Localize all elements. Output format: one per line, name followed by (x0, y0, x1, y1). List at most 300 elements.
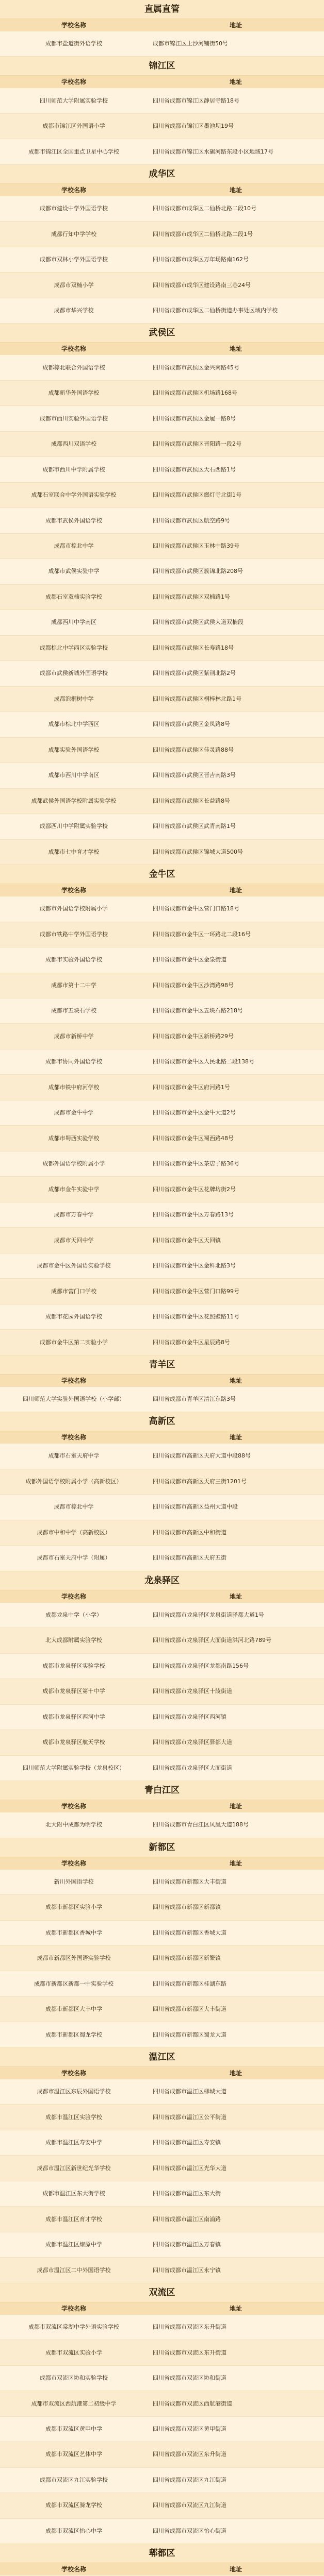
district-section (0, 1838, 324, 2048)
table-row (0, 1870, 324, 1895)
school-address-cell: 四川省成都市金牛区府河路1号 (153, 1083, 230, 1091)
school-address-cell: 四川省成都市龙泉驿区龙泉街道驿都大道1号 (153, 1611, 264, 1618)
table-row (0, 2105, 324, 2130)
table-row (0, 712, 324, 737)
table-row (0, 1654, 324, 1679)
school-name-cell: 成都市双林小学外国语学校 (40, 256, 108, 263)
table-row (0, 2519, 324, 2544)
table-row (0, 922, 324, 947)
school-name-cell: 成都市铁中府河学校 (48, 1083, 100, 1091)
school-address-cell: 四川省成都市金牛区金牛大道2号 (153, 1109, 236, 1116)
table-row (0, 2468, 324, 2493)
header-school-name: 学校名称 (61, 2304, 86, 2312)
header-school-name: 学校名称 (61, 1859, 86, 1867)
school-name-cell: 成都市西川中学南区 (48, 772, 100, 779)
table-row (0, 1100, 324, 1126)
school-address-cell: 四川省成都市双流区西航港街道 (153, 2400, 232, 2407)
school-address-cell: 四川省成都市武侯区金兴南路45号 (153, 364, 239, 371)
school-name-cell: 成都市双流区怡心中学 (45, 2527, 102, 2534)
table-row (0, 1253, 324, 1279)
district-title: 武侯区 (0, 324, 324, 343)
table-row (0, 1628, 324, 1653)
school-address-cell: 四川省成都市武侯区长益路8号 (153, 797, 230, 804)
header-address: 地址 (229, 186, 242, 194)
header-address: 地址 (229, 2069, 242, 2077)
district-section (0, 57, 324, 164)
table-row (0, 896, 324, 922)
school-address-cell: 四川省成都市温江区寿安镇 (153, 2139, 221, 2146)
school-address-cell: 四川省成都市武侯区双楠路1号 (153, 593, 230, 600)
school-address-cell: 四川省成都市武侯区桐梓林北路1号 (153, 695, 241, 702)
school-address-cell: 四川省成都市武侯区佳灵路88号 (153, 746, 234, 753)
table-row (0, 508, 324, 533)
district-section (0, 2283, 324, 2544)
school-address-cell: 四川省成都市双流区黄甲街道 (153, 2425, 226, 2432)
school-address-cell: 四川省成都市双流区怡心街道 (153, 2527, 226, 2534)
header-school-name: 学校名称 (61, 78, 86, 86)
school-address-cell: 四川省成都市高新区天府五街 (153, 1554, 226, 1562)
school-address-cell: 四川省成都市新都区桂湖东路 (153, 1980, 226, 1987)
table-row (0, 2493, 324, 2518)
school-name-cell: 成都市石室天府中学 (48, 1452, 100, 1460)
school-address-cell: 四川省成都市温江区永宁镇 (153, 2266, 221, 2274)
table-row (0, 789, 324, 814)
school-name-cell: 成都市新都区实验小学 (45, 1904, 102, 1911)
header-school-name: 学校名称 (61, 1803, 86, 1810)
table-row (0, 840, 324, 865)
school-name-cell: 成都新华外国语学校 (48, 389, 100, 397)
table-header (0, 1431, 324, 1444)
table-row (0, 114, 324, 139)
school-name-cell: 成都市石室天府中学（附属） (37, 1554, 111, 1562)
table-row (0, 1520, 324, 1546)
school-address-cell: 四川省成都市武侯区航空路9号 (153, 517, 230, 524)
header-school-name: 学校名称 (61, 1592, 86, 1600)
table-row (0, 247, 324, 273)
school-name-cell: 成都市新都区蜀龙学校 (45, 2031, 102, 2038)
school-address-cell: 四川省成都市青白江区凤凰大道188号 (153, 1821, 249, 1828)
table-row (0, 1546, 324, 1571)
school-name-cell: 成都市金牛区外国语实验学校 (37, 1262, 111, 1269)
school-name-cell: 成都市营门口学校 (51, 1287, 96, 1295)
school-address-cell: 四川省成都市龙泉驿区十陵街道 (153, 1688, 232, 1695)
school-address-cell: 四川省成都市武侯区大石西路1号 (153, 466, 236, 473)
school-address-cell: 四川省成都市温江区公平街道 (153, 2113, 226, 2121)
table-header (0, 1375, 324, 1387)
district-section (0, 0, 324, 57)
school-address-cell: 四川省成都市金牛区营门口路99号 (153, 1287, 239, 1295)
district-section (0, 1355, 324, 1412)
school-name-cell: 成都市建设中学外国语学校 (40, 205, 108, 212)
table-row (0, 2417, 324, 2442)
school-name-cell: 成都市实验外国语学校 (45, 956, 102, 963)
school-name-cell: 成都市蜀西实验学校 (48, 1134, 100, 1142)
school-name-cell: 成都西川中学附属实验学校 (40, 823, 108, 830)
school-name-cell: 成都市棕北中学西区 (48, 721, 100, 728)
table-header (0, 884, 324, 896)
school-name-cell: 成都市武侯新城外国语学校 (40, 670, 108, 677)
table-row (0, 1971, 324, 1996)
school-address-cell: 四川省成都市温江区东大街 (153, 2190, 221, 2197)
table-row (0, 1921, 324, 1946)
table-row (0, 1202, 324, 1228)
school-address-cell: 四川省成都市武侯区武侯大道双楠段 (153, 619, 244, 626)
school-name-cell: 成都市金牛中学 (54, 1109, 94, 1116)
table-row (0, 1895, 324, 1920)
school-address-cell: 四川省成都市金牛区茶店子路36号 (153, 1160, 239, 1167)
table-row (0, 2130, 324, 2156)
school-address-cell: 四川省成都市新都区香城大道 (153, 1929, 226, 1936)
header-school-name: 学校名称 (61, 22, 86, 29)
district-title: 郫都区 (0, 2544, 324, 2563)
school-name-cell: 成都市温江区育才学校 (45, 2215, 102, 2223)
table-row (0, 139, 324, 164)
school-address-cell: 四川省成都市武侯区晋吉南路3号 (153, 772, 236, 779)
table-row (0, 738, 324, 763)
school-address-cell: 四川省成都市武侯区紫荆北路2号 (153, 670, 236, 677)
school-address-cell: 四川省成都市新都区新繁镇 (153, 1955, 221, 1962)
district-section (0, 865, 324, 1355)
school-name-cell: 成都棕北联合外国语学校 (42, 364, 105, 371)
table-row (0, 1024, 324, 1049)
school-name-cell: 成都市温江区东大街学校 (42, 2190, 105, 2197)
school-address-cell: 四川省成都市金牛区花牌坊街2号 (153, 1185, 236, 1193)
table-row (0, 1756, 324, 1781)
header-address: 地址 (229, 78, 242, 86)
table-row (0, 483, 324, 508)
school-name-cell: 成都市金牛实验中学 (48, 1185, 100, 1193)
table-row (0, 636, 324, 661)
school-address-cell: 四川省成都市金牛区星辰路8号 (153, 1338, 230, 1346)
table-row (0, 2181, 324, 2207)
table-header (0, 76, 324, 88)
district-title: 高新区 (0, 1412, 324, 1431)
header-address: 地址 (229, 22, 242, 29)
table-row (0, 1177, 324, 1202)
school-name-cell: 成都市双流区棠湖中学外语实验学校 (28, 2324, 119, 2331)
table-header (0, 2563, 324, 2575)
table-row (0, 1495, 324, 1520)
table-header (0, 2067, 324, 2079)
school-address-cell: 四川省成都市武侯区金凤路8号 (153, 721, 230, 728)
table-header (0, 343, 324, 355)
table-row (0, 973, 324, 998)
school-name-cell: 成都市天回中学 (54, 1236, 94, 1244)
header-school-name: 学校名称 (61, 1434, 86, 1442)
school-name-cell: 成都市温江区实验学校 (45, 2113, 102, 2121)
table-row (0, 1387, 324, 1412)
school-address-cell: 四川省成都市双流区东升街道 (153, 2349, 226, 2356)
district-section (0, 324, 324, 865)
district-title: 温江区 (0, 2048, 324, 2067)
school-name-cell: 成都市双流区协和实验学校 (40, 2375, 108, 2382)
table-row (0, 1126, 324, 1151)
school-name-cell: 北大成都附属实验学校 (45, 1637, 102, 1644)
school-address-cell: 四川省成都市金牛区金泉街道 (153, 956, 226, 963)
table-row (0, 2232, 324, 2258)
table-row (0, 1603, 324, 1628)
school-name-cell: 成都市温江区东辰外国语学校 (37, 2088, 111, 2095)
table-row (0, 2258, 324, 2283)
header-address: 地址 (229, 2566, 242, 2573)
school-name-cell: 成都市龙泉驿区实验学校 (42, 1662, 105, 1669)
district-title: 新都区 (0, 1838, 324, 1857)
table-row (0, 1330, 324, 1355)
table-header (0, 2302, 324, 2315)
school-name-cell: 成都市温江区新世纪光华学校 (37, 2164, 111, 2172)
school-name-cell: 成都市新都区香城中学 (45, 1929, 102, 1936)
school-address-cell: 四川省成都市金牛区新桥路29号 (153, 1032, 234, 1040)
header-address: 地址 (229, 2304, 242, 2312)
table-row (0, 2340, 324, 2365)
district-title: 成华区 (0, 165, 324, 184)
table-row (0, 2366, 324, 2391)
header-address: 地址 (229, 1859, 242, 1867)
district-section (0, 2048, 324, 2283)
table-row (0, 2079, 324, 2105)
table-row (0, 1679, 324, 1704)
school-address-cell: 四川省成都市成华区万年场路南162号 (153, 256, 249, 263)
school-name-cell: 成都市双流区骑龙学校 (45, 2502, 102, 2509)
school-address-cell: 四川省成都市新都区蜀龙大道 (153, 2031, 226, 2038)
table-body (0, 88, 324, 164)
school-name-cell: 成都西川中学南区 (51, 619, 96, 626)
header-school-name: 学校名称 (61, 186, 86, 194)
table-row (0, 2315, 324, 2340)
school-address-cell: 四川省成都市龙泉驿区龙都南路156号 (153, 1662, 249, 1669)
school-address-cell: 四川省成都市金牛区万春路13号 (153, 1211, 234, 1218)
school-name-cell: 成都市龙泉驿区西河中学 (42, 1713, 105, 1720)
table-row (0, 298, 324, 324)
school-address-cell: 四川省成都市龙泉驿区大面街道 (153, 1764, 232, 1771)
school-name-cell: 成都市武侯实验中学 (48, 568, 100, 575)
school-address-cell: 四川省成都市金牛区五块石路218号 (153, 1007, 243, 1014)
school-name-cell: 成都市西川中学附属学校 (42, 466, 105, 473)
header-school-name: 学校名称 (61, 1377, 86, 1384)
district-section (0, 1781, 324, 1838)
school-name-cell: 成都市棕北中学 (54, 1503, 94, 1511)
school-address-cell: 四川省成都市新都区大丰街道 (153, 1878, 226, 1885)
school-name-cell: 成都市新桥中学 (54, 1032, 94, 1040)
table-row (0, 1279, 324, 1304)
school-address-cell: 四川省成都市温江区万春镇 (153, 2241, 221, 2248)
school-address-cell: 四川省成都市武侯区簇锦北路208号 (153, 568, 243, 575)
school-address-cell: 四川省成都市金牛区人民北路二段138号 (153, 1058, 254, 1065)
school-address-cell: 四川省成都市双流区东升街道 (153, 2324, 226, 2331)
school-address-cell: 四川省成都市金牛区花照壁路11号 (153, 1313, 239, 1320)
school-address-cell: 四川省成都市金牛区营门口路18号 (153, 905, 239, 912)
school-name-cell: 四川师范大学实验外国语学校（小学部） (23, 1396, 125, 1402)
school-name-cell: 成都市温江区寿安中学 (45, 2139, 102, 2146)
header-address: 地址 (229, 1377, 242, 1384)
school-address-cell: 四川省成都市武侯区玉林中路39号 (153, 542, 239, 549)
school-name-cell: 成都市华兴学校 (54, 307, 94, 314)
header-address: 地址 (229, 345, 242, 353)
school-address-cell: 四川省成都市温江区光华大道 (153, 2164, 226, 2172)
table-row (0, 585, 324, 610)
table-body (0, 1444, 324, 1571)
school-address-cell: 四川省成都市金牛区一环路北二段16号 (153, 930, 251, 938)
school-name-cell: 四川师范大学附属实验学校（龙泉校区） (23, 1764, 125, 1771)
school-address-cell: 四川省成都市温江区南浦路 (153, 2215, 221, 2223)
district-section (0, 1412, 324, 1571)
table-row (0, 457, 324, 482)
table-row (0, 814, 324, 839)
school-address-cell: 四川省成都市金牛区天回镇 (153, 1236, 221, 1244)
school-address-cell: 四川省成都市高新区益州大道中段 (153, 1503, 238, 1511)
header-address: 地址 (229, 1434, 242, 1442)
header-school-name: 学校名称 (61, 887, 86, 894)
table-row (0, 534, 324, 559)
district-title: 青白江区 (0, 1781, 324, 1800)
table-body (0, 355, 324, 865)
table-row (0, 2391, 324, 2416)
table-row (0, 2207, 324, 2232)
table-row (0, 559, 324, 584)
table-body (0, 31, 324, 57)
table-body (0, 1870, 324, 2048)
school-name-cell: 成都市新都区大丰中学 (45, 2006, 102, 2013)
school-address-cell: 四川省成都市双流区协和街道 (153, 2375, 226, 2382)
school-address-cell: 四川省成都市双流区九江街道 (153, 2502, 226, 2509)
table-row (0, 1812, 324, 1838)
table-row (0, 1075, 324, 1100)
school-address-cell: 四川省成都市成华区二仙桥北路二段10号 (153, 205, 256, 212)
header-address: 地址 (229, 887, 242, 894)
school-address-cell: 四川省成都市武侯区燃灯寺北街1号 (153, 492, 241, 499)
school-name-cell: 成都市七中育才学校 (48, 848, 100, 855)
school-address-cell: 四川省成都市武侯区晋阳路一段2号 (153, 440, 241, 448)
school-name-cell: 成都市温江区二中外国语学校 (37, 2266, 111, 2274)
school-name-cell: 成都市双流区九江实验学校 (40, 2476, 108, 2483)
table-row (0, 2022, 324, 2047)
school-name-cell: 成都外国语学校附属小学（高新校区） (25, 1478, 122, 1485)
school-name-cell: 成都市万春中学 (54, 1211, 94, 1218)
table-row (0, 355, 324, 380)
school-name-cell: 成都市外国语学校附属小学 (40, 905, 108, 912)
school-name-cell: 成都市五块石学校 (51, 1007, 96, 1014)
table-row (0, 88, 324, 113)
school-address-cell: 四川省成都市成华区建设路南三巷24号 (153, 281, 251, 289)
table-row (0, 1049, 324, 1075)
table-row (0, 1444, 324, 1469)
header-address: 地址 (229, 1803, 242, 1810)
school-name-cell: 成都行知中学学校 (51, 230, 96, 238)
district-section (0, 1571, 324, 1781)
district-title: 金牛区 (0, 865, 324, 884)
table-row (0, 406, 324, 431)
table-row (0, 1304, 324, 1330)
table-row (0, 273, 324, 298)
school-address-cell: 四川省成都市武侯区武青南路1号 (153, 823, 236, 830)
table-row (0, 947, 324, 973)
school-name-cell: 成都市中和中学（高新校区） (37, 1529, 111, 1536)
school-address-cell: 四川省成都市成华区二仙桥北路二段1号 (153, 230, 253, 238)
school-address-cell: 四川省成都市温江区柳城大道 (153, 2088, 226, 2095)
school-name-cell: 成都市双流区西航港第二初级中学 (31, 2400, 117, 2407)
table-body (0, 2079, 324, 2283)
table-row (0, 1730, 324, 1755)
school-address-cell: 四川省成都市金牛区沙湾路98号 (153, 981, 234, 989)
school-name-cell: 成都西川双语学校 (51, 440, 96, 448)
district-title: 锦江区 (0, 57, 324, 76)
school-name-cell: 成都市双流区实验小学 (45, 2349, 102, 2356)
table-row (0, 661, 324, 686)
school-name-cell: 成都市西川实验外国语学校 (40, 415, 108, 422)
school-name-cell: 成都棕北中学西区实验学校 (40, 644, 108, 651)
school-name-cell: 成都市第十二中学 (51, 981, 96, 989)
table-header (0, 19, 324, 31)
table-body (0, 896, 324, 1355)
table-body (0, 2315, 324, 2544)
district-section (0, 165, 324, 324)
school-name-cell: 成都市双流区艺体中学 (45, 2451, 102, 2458)
school-address-cell: 四川省成都市龙泉驿区驿都大道 (153, 1739, 232, 1746)
table-header (0, 1857, 324, 1870)
table-header (0, 1800, 324, 1812)
school-address-cell: 四川省成都市锦江区静居寺路18号 (153, 97, 239, 104)
school-name-cell: 成都市协同外国语学校 (45, 1058, 102, 1065)
school-name-cell: 成都市锦江区外国语小学 (42, 123, 105, 130)
district-title: 直属直管 (0, 0, 324, 19)
school-name-cell: 成都实验外国语学校 (48, 746, 100, 753)
school-name-cell: 成都市武侯外国语学校 (45, 517, 102, 524)
school-address-cell: 四川省成都市新都区新都镇 (153, 1904, 221, 1911)
table-row (0, 222, 324, 247)
school-name-cell: 成都市双楠小学 (54, 281, 94, 289)
school-address-cell: 四川省成都市武侯区机场路168号 (153, 389, 237, 397)
school-name-cell: 成都市盐道街外语学校 (45, 40, 102, 47)
table-body (0, 1603, 324, 1781)
table-row (0, 1997, 324, 2022)
district-title: 龙泉驿区 (0, 1571, 324, 1590)
school-address-cell: 四川省成都市锦江区水碾河路东段小区地域17号 (153, 148, 273, 155)
table-row (0, 1469, 324, 1495)
school-address-cell: 四川省成都市新都区大丰街道 (153, 2006, 226, 2013)
school-name-cell: 北大附中成都为明学校 (45, 1821, 102, 1828)
school-address-cell: 四川省成都市高新区中和街道 (153, 1529, 226, 1536)
school-name-cell: 成都市龙泉驿区航天学校 (42, 1739, 105, 1746)
table-row (0, 610, 324, 635)
school-name-cell: 成都市锦江区全国重点卫星中心学校 (28, 148, 119, 155)
table-body (0, 196, 324, 324)
district-title: 青羊区 (0, 1355, 324, 1375)
school-name-cell: 成都市温江区燎原中学 (45, 2241, 102, 2248)
table-row (0, 2156, 324, 2181)
school-address-cell: 四川省成都市双流区九江街道 (153, 2476, 226, 2483)
table-row (0, 2442, 324, 2467)
table-row (0, 1151, 324, 1177)
school-name-cell: 成都龙泉中学（小学） (45, 1611, 102, 1618)
school-name-cell: 四川师范大学附属实验学校 (40, 97, 108, 104)
school-address-cell: 四川省成都市金牛区金科北路3号 (153, 1262, 236, 1269)
table-row (0, 687, 324, 712)
table-row (0, 1228, 324, 1253)
school-address-cell: 四川省成都市高新区天府大道中段88号 (153, 1452, 251, 1460)
school-address-cell: 四川省成都市金牛区蜀西路48号 (153, 1134, 234, 1142)
table-row (0, 196, 324, 222)
header-school-name: 学校名称 (61, 2566, 86, 2573)
school-address-cell: 四川省成都市青羊区清江东路3号 (153, 1396, 236, 1402)
table-row (0, 763, 324, 788)
school-name-cell: 成都市棕北中学 (54, 542, 94, 549)
school-name-cell: 成都市双流区黄甲中学 (45, 2425, 102, 2432)
table-header (0, 184, 324, 196)
school-name-cell: 成都市龙泉驿区第十中学 (42, 1688, 105, 1695)
school-address-cell: 成都市锦江区上沙河铺街50号 (153, 40, 228, 47)
header-school-name: 学校名称 (61, 2069, 86, 2077)
school-name-cell: 成都市花园外国语学校 (45, 1313, 102, 1320)
